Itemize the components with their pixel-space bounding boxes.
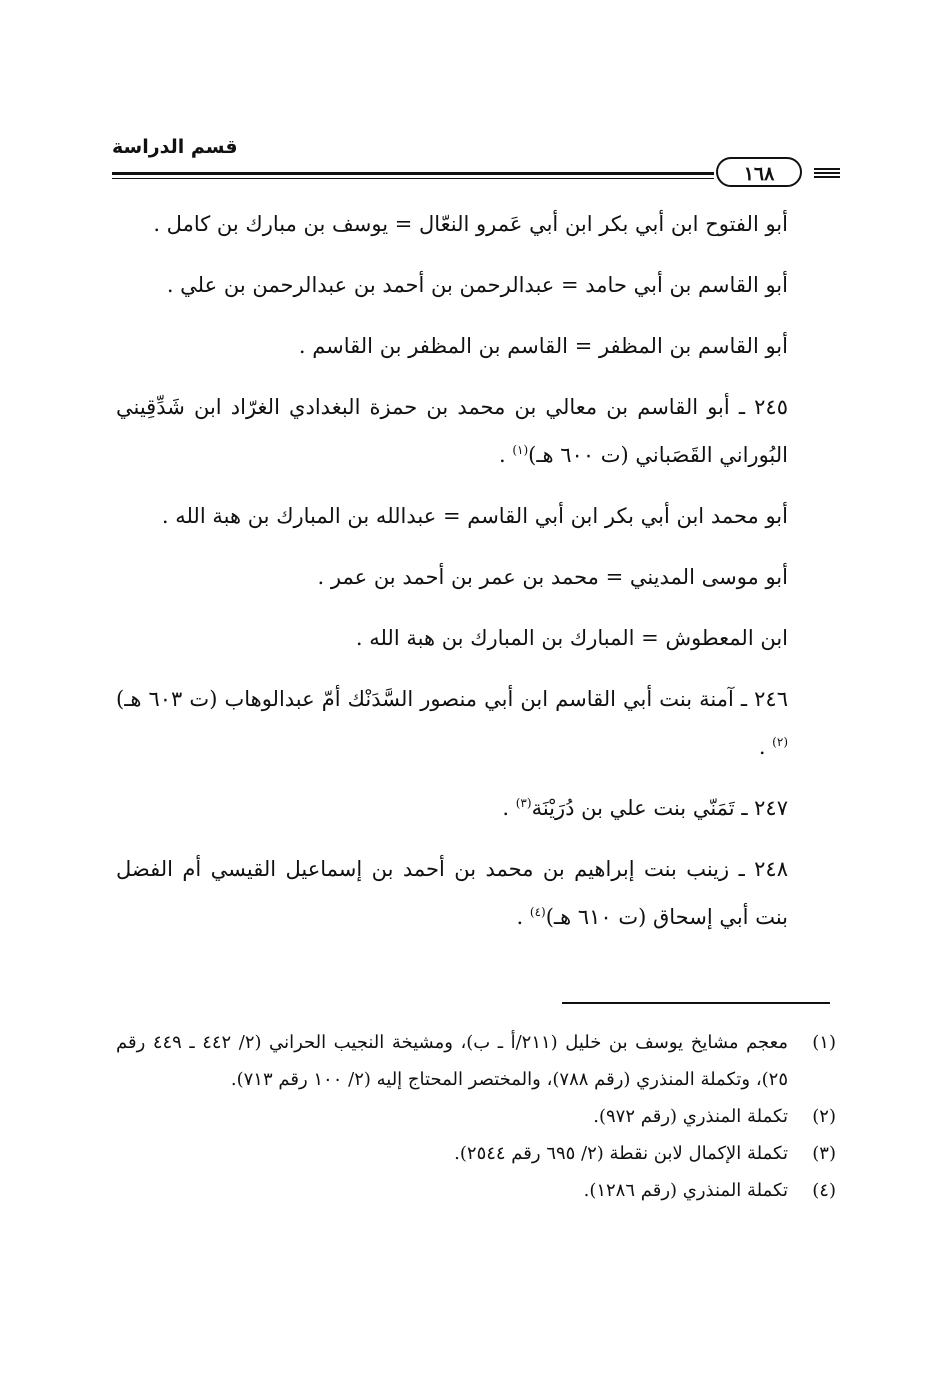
- footnote-number: (٣): [812, 1143, 836, 1164]
- cross-reference-entry: ابن المعطوش = المبارك بن المبارك بن هبة الله .: [355, 626, 788, 650]
- footnote-text: تكملة المنذري (رقم ٩٧٢).: [593, 1106, 788, 1127]
- running-head: قسم الدراسة: [112, 136, 238, 158]
- footnotes: [116, 1024, 836, 1209]
- header-rule-thin: [112, 178, 714, 179]
- footnote-text: تكملة الإكمال لابن نقطة (٢/ ٦٩٥ رقم ٢٥٤٤).: [454, 1143, 788, 1164]
- page-number-badge: ١٦٨: [716, 157, 802, 187]
- footnote-text: معجم مشايخ يوسف بن خليل (٢١١/أ ـ ب)، ومشيخة النجيب الحراني (٢/ ٤٤٢ ـ ٤٤٩ رقم ٢٥)، وتكملة المنذري (رقم ٧٨٨)، والمختصر المحتاج إليه (٢/ ١٠٠ رقم ٧١٣).: [116, 1032, 789, 1090]
- footnote-ref: (٢): [772, 735, 788, 749]
- header-rule-thick: [112, 172, 714, 175]
- footnote: [116, 1172, 836, 1209]
- footnote-ref: (١): [512, 443, 529, 457]
- cross-reference-entry: أبو موسى المديني = محمد بن عمر بن أحمد بن عمر .: [317, 565, 788, 589]
- footnote-ref: (٣): [515, 796, 532, 810]
- cross-reference-entry: أبو القاسم بن المظفر = القاسم بن المظفر بن القاسم .: [298, 334, 788, 358]
- biography-entry-246: ٢٤٦ ـ آمنة بنت أبي القاسم ابن أبي منصور السَّدَنْك أمّ عبدالوهاب (ت ٦٠٣ هـ)$^{(٢)}$ .: [116, 687, 788, 759]
- footnote-number: (٤): [812, 1180, 836, 1201]
- cross-reference-entry: أبو الفتوح ابن أبي بكر ابن أبي عَمرو النعّال = يوسف بن مبارك بن كامل .: [153, 212, 788, 236]
- footnote: [116, 1135, 836, 1172]
- main-text: [116, 200, 788, 954]
- biography-entry-248: ٢٤٨ ـ زينب بنت إبراهيم بن محمد بن أحمد بن إسماعيل القيسي أم الفضل بنت أبي إسحاق (ت ٦١٠ هـ)$^{(٤)}$ .: [116, 857, 788, 929]
- footnote-separator: [562, 1002, 830, 1004]
- footnote-ref: (٤): [529, 905, 546, 919]
- footnote-number: (٢): [812, 1106, 836, 1127]
- cross-reference-entry: أبو محمد ابن أبي بكر ابن أبي القاسم = عبدالله بن المبارك بن هبة الله .: [161, 504, 788, 528]
- footnote: [116, 1098, 836, 1135]
- cross-reference-entry: أبو القاسم بن أبي حامد = عبدالرحمن بن أحمد بن عبدالرحمن بن علي .: [166, 273, 788, 297]
- footnote-text: تكملة المنذري (رقم ١٢٨٦).: [583, 1180, 788, 1201]
- biography-entry-247: ٢٤٧ ـ تَمَنّي بنت علي بن دُرَيْنَة$^{(٣)}$ .: [502, 796, 788, 820]
- header-ornament-lines: [814, 168, 840, 179]
- footnote-number: (١): [812, 1032, 836, 1053]
- footnote: [116, 1024, 836, 1098]
- biography-entry-245: ٢٤٥ ـ أبو القاسم بن معالي بن محمد بن حمزة البغدادي الغرّاد ابن شَدِّقِيني البُوراني القَصَباني (ت ٦٠٠ هـ)$^{(١)}$ .: [116, 395, 788, 467]
